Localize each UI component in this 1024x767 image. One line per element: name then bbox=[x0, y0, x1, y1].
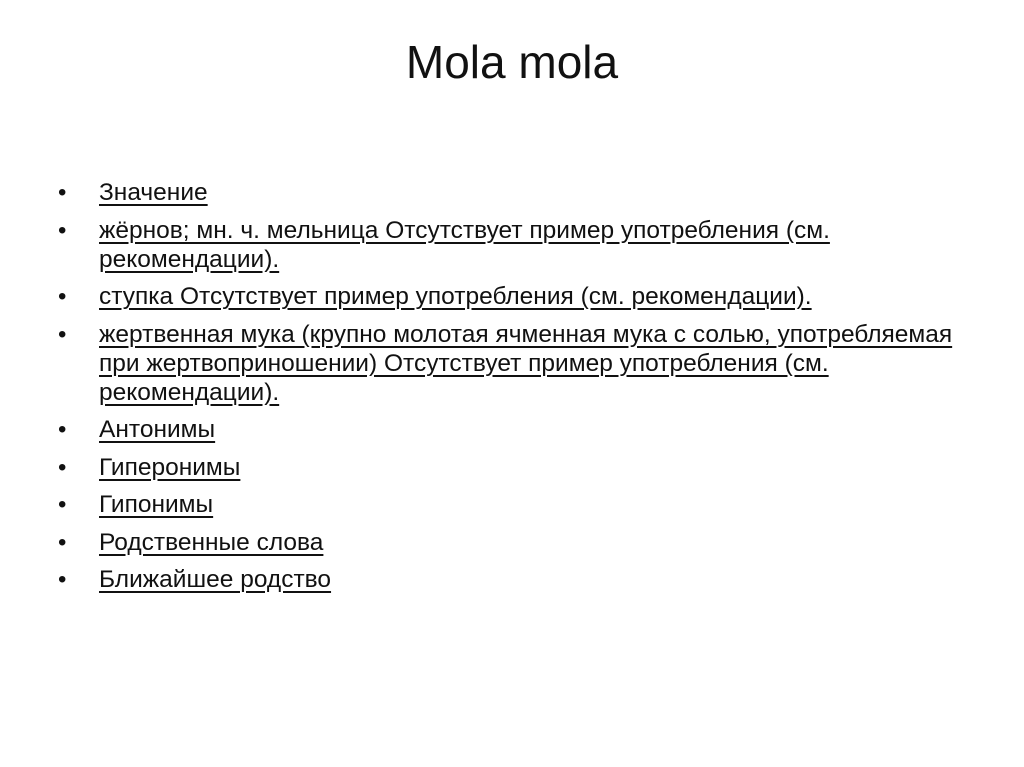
slide-title: Mola mola bbox=[405, 36, 619, 88]
list-item bbox=[56, 415, 956, 444]
bullet-icon: • bbox=[58, 416, 67, 443]
list-item bbox=[56, 528, 956, 557]
link-definition-mortar[interactable]: ступка Отсутствует пример употребления (см. рекомендации). bbox=[99, 283, 812, 310]
link-antonyms[interactable]: Антонимы bbox=[99, 416, 216, 443]
bullet-icon: • bbox=[58, 216, 67, 244]
list-item bbox=[56, 453, 956, 482]
link-close-kinship[interactable]: Ближайшее родство bbox=[99, 566, 332, 593]
list-item bbox=[56, 565, 956, 594]
bullet-icon: • bbox=[58, 566, 67, 593]
link-hyponyms[interactable]: Гипонимы bbox=[99, 491, 214, 518]
list-item bbox=[56, 320, 956, 407]
list-item bbox=[56, 282, 956, 311]
link-definition-millstone[interactable]: жёрнов; мн. ч. мельница Отсутствует пример употребления (см. рекомендации). bbox=[99, 216, 830, 273]
link-hypernyms[interactable]: Гиперонимы bbox=[99, 453, 241, 481]
link-meaning[interactable]: Значение bbox=[99, 179, 208, 206]
bullet-icon: • bbox=[58, 320, 67, 348]
link-definition-sacrificial-flour[interactable]: жертвенная мука (крупно молотая ячменная мука с солью, употребляемая при жертвоприношении) Отсутствует пример употребления (см. рекомендации). bbox=[99, 320, 953, 406]
link-related-words[interactable]: Родственные слова bbox=[99, 528, 324, 556]
bullet-list bbox=[56, 178, 956, 603]
list-item bbox=[56, 490, 956, 519]
bullet-icon: • bbox=[58, 528, 67, 556]
bullet-icon: • bbox=[58, 179, 67, 206]
bullet-icon: • bbox=[58, 453, 67, 481]
bullet-icon: • bbox=[58, 283, 67, 310]
list-item bbox=[56, 178, 956, 207]
list-item bbox=[56, 216, 956, 274]
bullet-icon: • bbox=[58, 491, 67, 518]
